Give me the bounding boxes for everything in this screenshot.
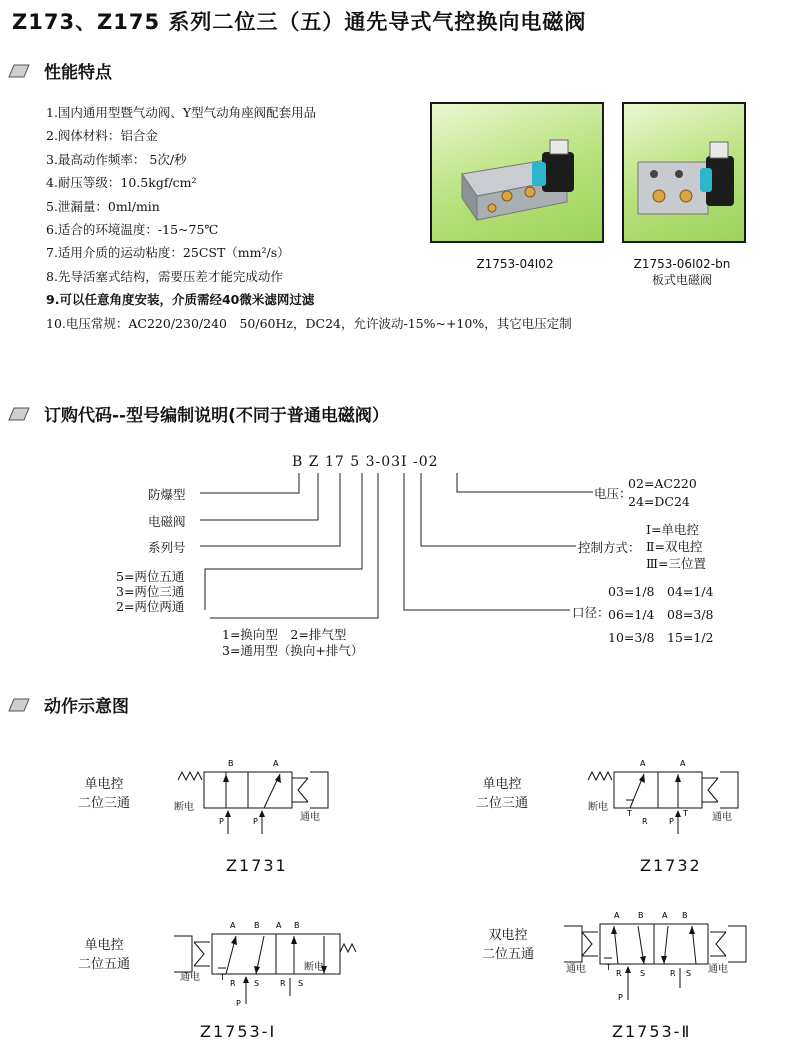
control-item: Ⅲ=三位置 bbox=[646, 556, 707, 571]
port-label: R bbox=[230, 979, 236, 988]
ways-list bbox=[116, 569, 184, 614]
control-item: Ⅱ=双电控 bbox=[646, 539, 703, 554]
product-photo-2 bbox=[622, 102, 746, 243]
port-label: R bbox=[642, 817, 648, 826]
voltage-label: 电压： bbox=[594, 486, 632, 501]
feature-item: 9.可以任意角度安装，介质需经40微米滤网过滤 bbox=[46, 292, 315, 308]
valve-image bbox=[624, 104, 744, 241]
order-code bbox=[292, 454, 439, 470]
feature-item: 4.耐压等级：10.5kgf/cm² bbox=[46, 175, 197, 191]
code-part: B bbox=[292, 454, 304, 470]
port-list bbox=[608, 580, 714, 649]
code-part: -02 bbox=[413, 454, 439, 470]
control-item: Ⅰ=单电控 bbox=[646, 522, 699, 537]
diagram-label: 双电控 二位五通 bbox=[482, 928, 535, 962]
port-label: A bbox=[640, 759, 646, 768]
parallelogram-icon bbox=[8, 407, 30, 421]
label-series: 系列号 bbox=[148, 540, 186, 555]
control-list bbox=[646, 521, 706, 572]
type-list bbox=[222, 627, 363, 659]
label-explosion-proof: 防爆型 bbox=[148, 487, 186, 502]
diagram-label: 单电控 二位三通 bbox=[476, 777, 529, 811]
type-item: 1=换向型 2=排气型 bbox=[222, 627, 347, 642]
port-label: T bbox=[606, 963, 611, 972]
port-label: A bbox=[680, 759, 686, 768]
diagram-label: 单电控 二位五通 bbox=[78, 938, 131, 972]
port-label: S bbox=[640, 969, 646, 978]
voltage-list bbox=[628, 475, 697, 511]
type-item: 3=通用型（换向+排气） bbox=[222, 643, 364, 658]
photo-caption-2: 板式电磁阀 bbox=[651, 273, 712, 287]
voltage-item: 24=DC24 bbox=[628, 494, 690, 509]
diagram-model: Z1753-Ⅰ bbox=[200, 1022, 277, 1041]
port-label: B bbox=[228, 759, 234, 768]
port-label: P bbox=[219, 817, 224, 826]
feature-item: 6.适合的环境温度：-15~75℃ bbox=[46, 222, 219, 238]
ways-item: 5=两位五通 bbox=[116, 569, 185, 584]
power-on-label-right: 通电 bbox=[708, 964, 728, 975]
code-part: 3-03Ⅰ bbox=[365, 454, 408, 470]
diagram-model: Z1753-Ⅱ bbox=[612, 1022, 692, 1041]
feature-item: 3.最高动作频率： 5次/秒 bbox=[46, 151, 187, 167]
feature-item: 1.国内通用型暨气动阀、Y型气动角座阀配套用品 bbox=[46, 105, 317, 120]
spring-icon bbox=[178, 772, 202, 780]
port-item: 03=1/8 04=1/4 bbox=[608, 584, 714, 599]
port-label: T bbox=[627, 809, 632, 818]
product-photo-1 bbox=[430, 102, 604, 243]
port-label: R bbox=[280, 979, 286, 988]
port-label: T bbox=[683, 809, 688, 818]
port-label: B bbox=[682, 911, 688, 920]
spring-icon bbox=[588, 772, 612, 780]
page-title: Z173、Z175 系列二位三（五）通先导式气控换向电磁阀 bbox=[12, 10, 587, 34]
port-item: 06=1/4 08=3/8 bbox=[608, 607, 714, 622]
valve-symbol-z1731 bbox=[170, 752, 370, 842]
port-label: B bbox=[638, 911, 644, 920]
port-label: P bbox=[669, 817, 674, 826]
ways-item: 2=两位两通 bbox=[116, 599, 185, 614]
port-label: S bbox=[254, 979, 260, 988]
photo-caption: Z1753-06Ⅰ02-bn bbox=[633, 257, 731, 271]
port-label: A bbox=[230, 921, 236, 930]
section-heading-features: 性能特点 bbox=[8, 58, 112, 83]
valve-symbol-z1753-1 bbox=[168, 912, 358, 1012]
code-part: Z bbox=[308, 454, 320, 470]
port-label: P bbox=[236, 999, 241, 1008]
spring-icon bbox=[340, 944, 356, 952]
port-label: S bbox=[686, 969, 692, 978]
port-label: P bbox=[253, 817, 258, 826]
control-label: 控制方式： bbox=[578, 540, 641, 555]
port-label: T bbox=[220, 973, 225, 982]
parallelogram-icon bbox=[8, 64, 30, 78]
power-off-label: 断电 bbox=[174, 802, 194, 813]
power-off-label: 断电 bbox=[588, 802, 608, 813]
port-label: A bbox=[273, 759, 279, 768]
port-label: B bbox=[294, 921, 300, 930]
label-solenoid: 电磁阀 bbox=[148, 514, 186, 529]
valve-symbol-z1732 bbox=[584, 752, 754, 842]
power-on-label: 通电 bbox=[300, 812, 320, 823]
parallelogram-icon bbox=[8, 698, 30, 712]
feature-item: 5.泄漏量：0ml/min bbox=[46, 198, 160, 214]
power-on-label: 通电 bbox=[180, 972, 200, 983]
diagram-label: 单电控 二位三通 bbox=[78, 777, 131, 811]
feature-item: 7.适用介质的运动粘度：25CST（mm²/s） bbox=[46, 245, 290, 261]
code-part: 5 bbox=[350, 454, 361, 470]
port-label: A bbox=[276, 921, 282, 930]
port-label: S bbox=[298, 979, 304, 988]
feature-item: 10.电压常规：AC220/230/240 50/60Hz，DC24，允许波动-15%~+10%，其它电压定制 bbox=[46, 315, 572, 331]
section-heading-order-code: 订购代码--型号编制说明(不同于普通电磁阀） bbox=[8, 401, 389, 426]
port-item: 10=3/8 15=1/2 bbox=[608, 630, 714, 645]
photo-caption: Z1753-04Ⅰ02 bbox=[476, 257, 554, 271]
ways-item: 3=两位三通 bbox=[116, 584, 185, 599]
code-part: 17 bbox=[324, 454, 345, 470]
power-off-label: 断电 bbox=[304, 962, 324, 973]
power-on-label: 通电 bbox=[712, 812, 732, 823]
port-label: R bbox=[616, 969, 622, 978]
valve-symbol-z1753-2 bbox=[558, 902, 748, 1010]
feature-item: 2.阀体材料：铝合金 bbox=[46, 128, 158, 144]
port-label: A bbox=[662, 911, 668, 920]
port-label: R bbox=[670, 969, 676, 978]
diagram-model: Z1732 bbox=[640, 856, 702, 875]
port-label: 口径： bbox=[572, 605, 610, 620]
port-label: A bbox=[614, 911, 620, 920]
power-on-label-left: 通电 bbox=[566, 964, 586, 975]
voltage-item: 02=AC220 bbox=[628, 476, 697, 491]
port-label: P bbox=[618, 993, 623, 1002]
section-heading-action: 动作示意图 bbox=[8, 692, 129, 717]
feature-item: 8.先导活塞式结构，需要压差才能完成动作 bbox=[46, 268, 283, 284]
port-label: B bbox=[254, 921, 260, 930]
diagram-model: Z1731 bbox=[226, 856, 288, 875]
valve-image bbox=[432, 104, 602, 241]
